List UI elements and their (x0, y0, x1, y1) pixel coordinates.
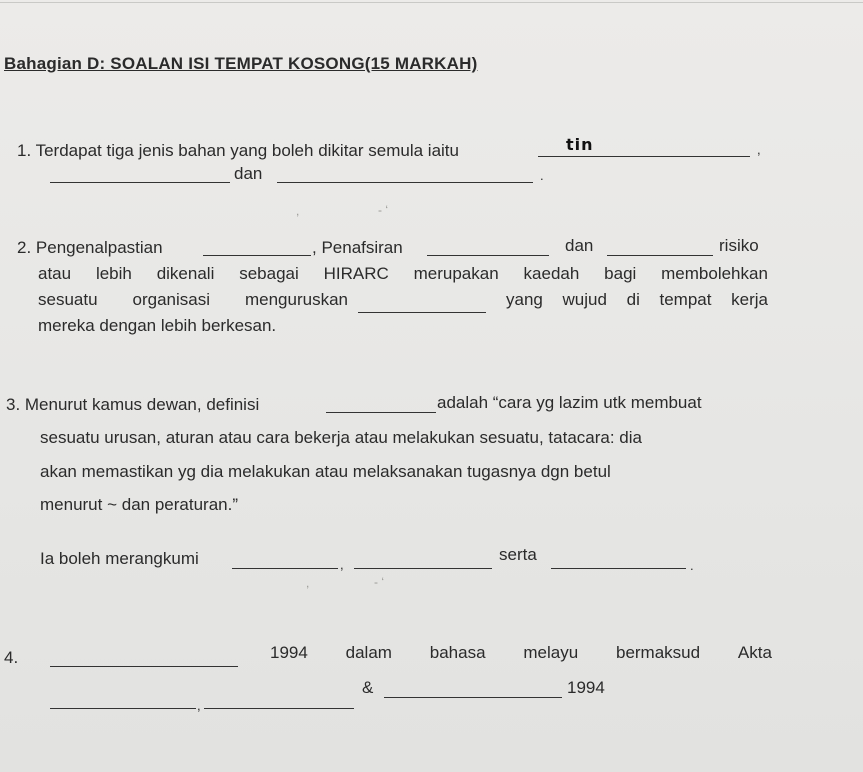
q2-line3-word: kerja (731, 290, 768, 309)
faint-mark-1: , (296, 204, 300, 218)
q3-text-line1-left: 3. Menurut kamus dewan, definisi (6, 395, 260, 414)
q2-line3-word: organisasi (132, 290, 211, 309)
q2-text-line2 (38, 264, 768, 284)
q3-blank-3[interactable] (354, 568, 492, 569)
q1-blank-3[interactable] (277, 182, 533, 183)
q1-handwritten-answer: tin (566, 135, 594, 154)
q2-text-start: 2. Pengenalpastian (17, 238, 163, 257)
q4-word: bahasa (429, 643, 486, 662)
q2-line3-word: tempat (659, 290, 712, 309)
q4-text-line1 (270, 643, 772, 663)
q2-line2-word: dikenali (156, 264, 215, 283)
q2-blank-4[interactable] (358, 312, 486, 313)
q2-blank-3[interactable] (607, 255, 713, 256)
q2-blank-2[interactable] (427, 255, 549, 256)
q4-comma: , (197, 698, 201, 713)
faint-mark-3: , (306, 576, 310, 590)
q2-blank-1[interactable] (203, 255, 311, 256)
q1-blank-1[interactable] (538, 156, 750, 157)
q2-line2-word: HIRARC (323, 264, 389, 283)
q2-dan: dan (565, 236, 594, 255)
q1-period: . (540, 168, 544, 183)
q3-serta: serta (499, 545, 537, 564)
q3-blank-4[interactable] (551, 568, 686, 569)
q4-blank-2[interactable] (50, 708, 196, 709)
faint-mark-2: - ‘ (378, 203, 388, 217)
q3-text-line2: sesuatu urusan, aturan atau cara bekerja atau melakukan sesuatu, tatacara: dia (40, 428, 642, 447)
q2-line2-word: kaedah (523, 264, 580, 283)
q2-text-line3-right (506, 290, 768, 310)
q4-word: Akta (737, 643, 772, 662)
q3-comma: , (340, 557, 344, 572)
q4-word: 1994 (270, 643, 308, 662)
q3-text-line4: menurut ~ dan peraturan.” (40, 495, 238, 514)
q4-blank-4[interactable] (384, 697, 562, 698)
q2-line2-word: membolehkan (661, 264, 768, 283)
q2-line3-word: menguruskan (244, 290, 348, 309)
q2-line2-word: lebih (95, 264, 132, 283)
q3-text-line1-right: adalah “cara yg lazim utk membuat (437, 393, 702, 412)
faint-mark-4: - ‘ (374, 575, 384, 589)
q4-blank-3[interactable] (204, 708, 354, 709)
q2-line2-word: merupakan (413, 264, 499, 283)
q4-word: melayu (523, 643, 579, 662)
q1-comma: , (757, 142, 761, 157)
q3-blank-2[interactable] (232, 568, 338, 569)
q2-line3-word: sesuatu (38, 290, 98, 309)
q2-risiko: risiko (719, 236, 759, 255)
q2-line2-word: sebagai (239, 264, 299, 283)
q3-text-line5: Ia boleh merangkumi (40, 549, 199, 568)
q2-text-line4: mereka dengan lebih berkesan. (38, 316, 277, 335)
q4-word: dalam (345, 643, 392, 662)
section-heading: Bahagian D: SOALAN ISI TEMPAT KOSONG(15 MARKAH) (4, 54, 478, 73)
q1-dan: dan (234, 164, 263, 183)
q2-line2-word: atau (38, 264, 72, 283)
q4-word: bermaksud (615, 643, 701, 662)
q2-line3-word: wujud (562, 290, 607, 309)
q4-number: 4. (4, 648, 19, 667)
q1-blank-2[interactable] (50, 182, 230, 183)
q2-line3-word: yang (506, 290, 543, 309)
q2-penafsiran: , Penafsiran (312, 238, 403, 257)
q2-line3-word: di (626, 290, 640, 309)
q2-line2-word: bagi (604, 264, 637, 283)
q4-blank-1[interactable] (50, 666, 238, 667)
q4-ampersand: & (362, 678, 374, 697)
q2-text-line3-left (38, 290, 348, 310)
q3-blank-1[interactable] (326, 412, 436, 413)
q1-text-line1: 1. Terdapat tiga jenis bahan yang boleh dikitar semula iaitu (17, 141, 459, 160)
q3-period: . (690, 558, 694, 573)
q4-year: 1994 (567, 678, 605, 697)
q3-text-line3: akan memastikan yg dia melakukan atau melaksanakan tugasnya dgn betul (40, 462, 611, 481)
top-divider (0, 2, 863, 3)
